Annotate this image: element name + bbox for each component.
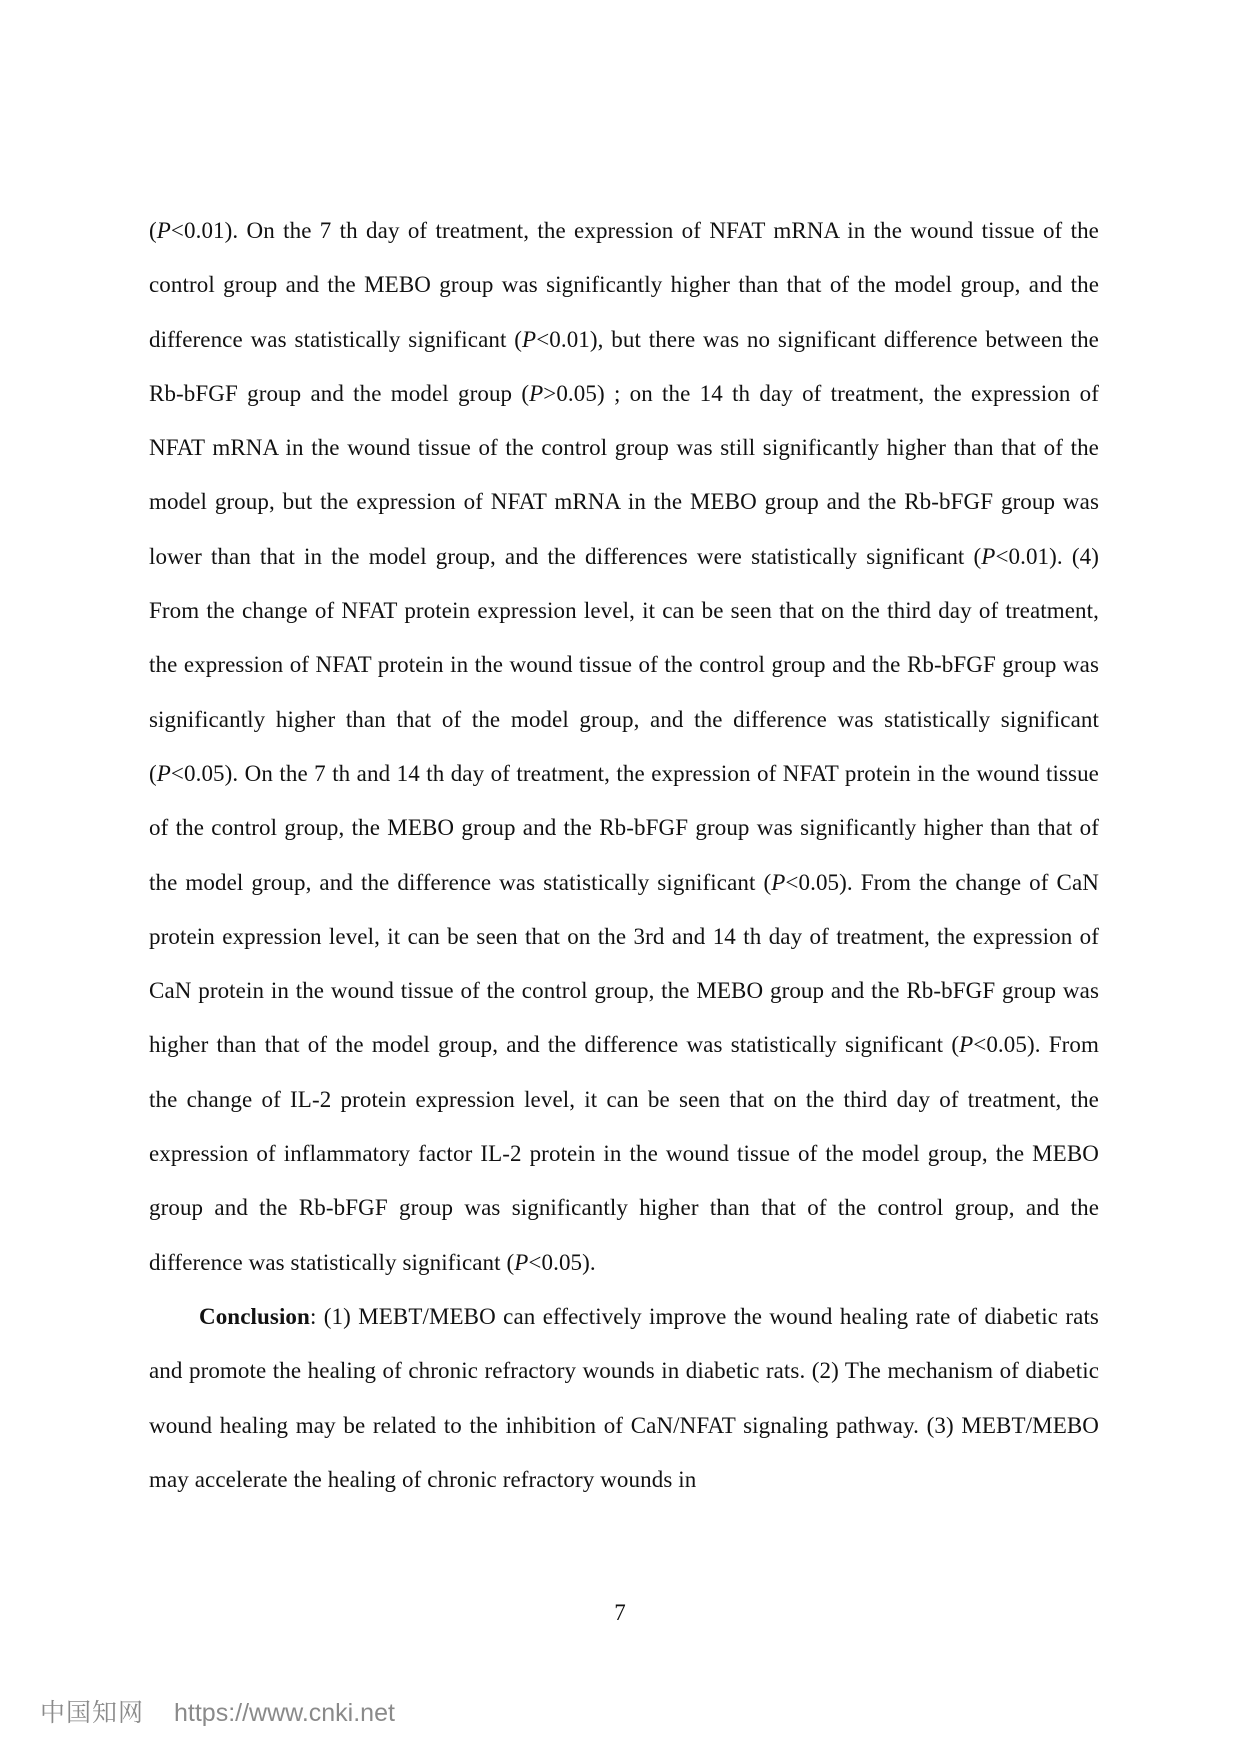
p-value-symbol: P (156, 760, 171, 786)
p-value-symbol: P (522, 326, 537, 352)
conclusion-text: : (1) MEBT/MEBO can effectively improve the wound healing rate of diabetic rats and promote the healing of chronic refractory wounds in diabetic rats. (2) The mechanism of diabetic wound healing may be related to the inhibition of CaN/NFAT signaling pathway. (3) MEBT/MEBO may accelerate the healing of chronic refractory wounds in (149, 1303, 1099, 1492)
paragraph-run: <0.05). On the 7 th and 14 th day of treatment, the expression of NFAT protein in the wound tissue of the control group, the MEBO group and the Rb-bFGF group was significantly higher than that of the model group, and the difference was statistically significant ( (149, 760, 1099, 895)
p-value-symbol: P (529, 380, 544, 406)
p-value-symbol: P (514, 1249, 529, 1275)
p-value-symbol: P (156, 218, 171, 243)
paragraph-run: ( (149, 218, 157, 243)
paragraph-run: <0.05). (528, 1249, 596, 1275)
conclusion-paragraph (149, 1290, 1099, 1507)
watermark-url: https://www.cnki.net (174, 1699, 395, 1727)
paragraph-run: <0.01). On the 7 th day of treatment, the expression of NFAT mRNA in the wound tissue of the control group and the MEBO group was significantly higher than that of the model group, and the difference was statistically significant ( (149, 218, 1099, 352)
watermark (40, 1693, 395, 1729)
body-text (149, 204, 1099, 1507)
p-value-symbol: P (771, 869, 786, 895)
watermark-site-name: 中国知网 (40, 1699, 145, 1727)
paragraph-run: <0.05). From the change of IL-2 protein expression level, it can be seen that on the third day of treatment, the expression of inflammatory factor IL-2 protein in the wound tissue of the model group, the MEBO group and the Rb-bFGF group was significantly higher than that of the control group, and the difference was statistically significant ( (149, 1032, 1099, 1275)
paragraph-run: <0.01), but there was no significant difference between the Rb-bFGF group and the model group ( (149, 326, 1099, 406)
p-value-symbol: P (981, 543, 996, 569)
results-paragraph (149, 204, 1099, 1290)
paragraph-run: <0.05). From the change of CaN protein expression level, it can be seen that on the 3rd and 14 th day of treatment, the expression of CaN protein in the wound tissue of the control group, the MEBO group and the Rb-bFGF group was higher than that of the model group, and the difference was statistically significant ( (149, 869, 1099, 1058)
paragraph-run: >0.05) ; on the 14 th day of treatment, the expression of NFAT mRNA in the wound tissue of the control group was still significantly higher than that of the model group, but the expression of NFAT mRNA in the MEBO group and the Rb-bFGF group was lower than that in the model group, and the differences were statistically significant ( (149, 380, 1099, 569)
paragraph-run: <0.01). (4) From the change of NFAT protein expression level, it can be seen that on the third day of treatment, the expression of NFAT protein in the wound tissue of the control group and the Rb-bFGF group was significantly higher than that of the model group, and the difference was statistically significant ( (149, 543, 1099, 786)
page-number: 7 (614, 1600, 626, 1625)
p-value-symbol: P (959, 1032, 974, 1058)
conclusion-label: Conclusion (199, 1303, 310, 1329)
